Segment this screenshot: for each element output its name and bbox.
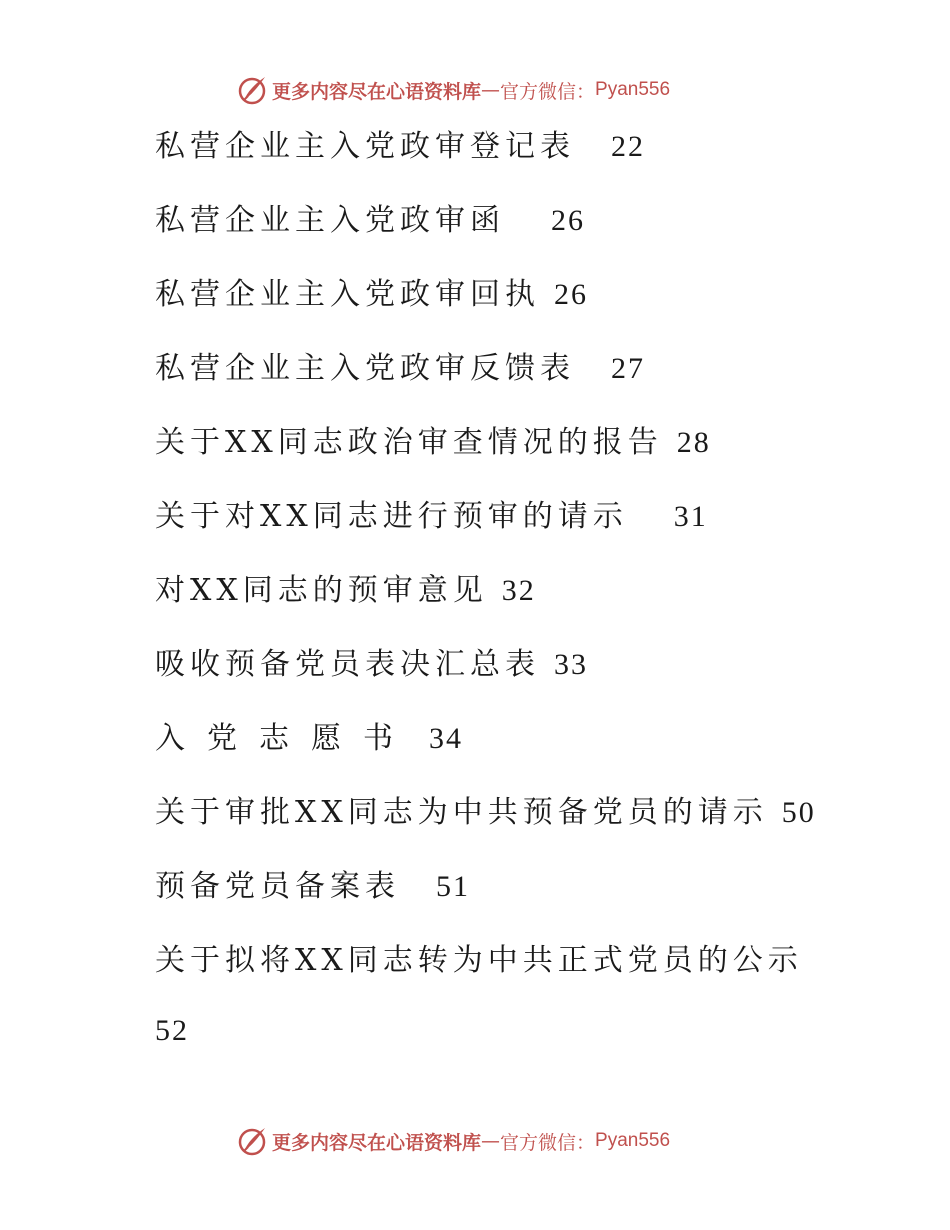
toc-entry[interactable] bbox=[155, 120, 855, 194]
toc-entry-page: 28 bbox=[676, 426, 711, 459]
toc-entry-title: 关于对XX同志进行预审的请示 bbox=[155, 499, 628, 534]
toc-entry-page: 50 bbox=[781, 796, 816, 829]
quill-logo-icon bbox=[236, 74, 268, 106]
banner-official-label: 官方微信： bbox=[500, 80, 596, 103]
banner-dash: — bbox=[481, 79, 501, 101]
toc-entry-title: 私营企业主入党政审函 bbox=[155, 203, 505, 238]
toc-entry-page: 22 bbox=[611, 130, 645, 163]
banner-official-label: 官方微信： bbox=[500, 1131, 596, 1154]
toc-entry-title: 私营企业主入党政审回执 bbox=[155, 277, 540, 312]
toc-entry[interactable] bbox=[155, 786, 855, 860]
toc-entry-title: 入党志愿书 bbox=[155, 721, 415, 756]
toc-entry[interactable] bbox=[155, 194, 855, 268]
toc-entry-title: 关于审批XX同志为中共预备党员的请示 bbox=[155, 795, 768, 830]
toc-entry-page: 31 bbox=[673, 500, 708, 533]
toc-entry-title: 关于拟将XX同志转为中共正式党员的公示 bbox=[155, 943, 803, 978]
banner-dash: — bbox=[481, 1130, 501, 1152]
header-banner bbox=[236, 73, 716, 107]
toc-entry-page: 52 bbox=[155, 1014, 189, 1047]
toc-entry[interactable] bbox=[155, 860, 855, 934]
toc-entry-title: 吸收预备党员表决汇总表 bbox=[155, 647, 540, 682]
banner-wechat-id: Pyan556 bbox=[595, 79, 671, 100]
toc-entry-title: 关于XX同志政治审查情况的报告 bbox=[155, 425, 663, 460]
toc-entry-title: 私营企业主入党政审反馈表 bbox=[155, 351, 575, 386]
toc-entry-title: 私营企业主入党政审登记表 bbox=[155, 129, 575, 164]
toc-entry[interactable] bbox=[155, 926, 815, 1066]
toc-entry-page: 27 bbox=[611, 352, 645, 385]
toc-entry-page: 34 bbox=[429, 722, 463, 755]
toc-entry-title: 对XX同志的预审意见 bbox=[155, 573, 488, 608]
toc-entry-page: 26 bbox=[551, 204, 585, 237]
table-of-contents bbox=[155, 120, 855, 1066]
quill-logo-icon bbox=[236, 1125, 268, 1157]
banner-main-text: 更多内容尽在心语资料库 bbox=[272, 80, 482, 103]
toc-entry[interactable] bbox=[155, 712, 855, 786]
toc-entry-title: 预备党员备案表 bbox=[155, 869, 400, 904]
toc-entry[interactable] bbox=[155, 342, 855, 416]
toc-entry[interactable] bbox=[155, 638, 855, 712]
toc-entry-page: 26 bbox=[554, 278, 588, 311]
toc-entry[interactable] bbox=[155, 564, 855, 638]
toc-entry-page: 51 bbox=[436, 870, 470, 903]
toc-entry-page: 32 bbox=[501, 574, 536, 607]
footer-banner bbox=[236, 1124, 716, 1158]
banner-main-text: 更多内容尽在心语资料库 bbox=[272, 1131, 482, 1154]
toc-entry-page: 33 bbox=[554, 648, 588, 681]
toc-entry[interactable] bbox=[155, 416, 855, 490]
banner-wechat-id: Pyan556 bbox=[595, 1130, 671, 1151]
toc-entry[interactable] bbox=[155, 490, 855, 564]
toc-entry[interactable] bbox=[155, 268, 855, 342]
